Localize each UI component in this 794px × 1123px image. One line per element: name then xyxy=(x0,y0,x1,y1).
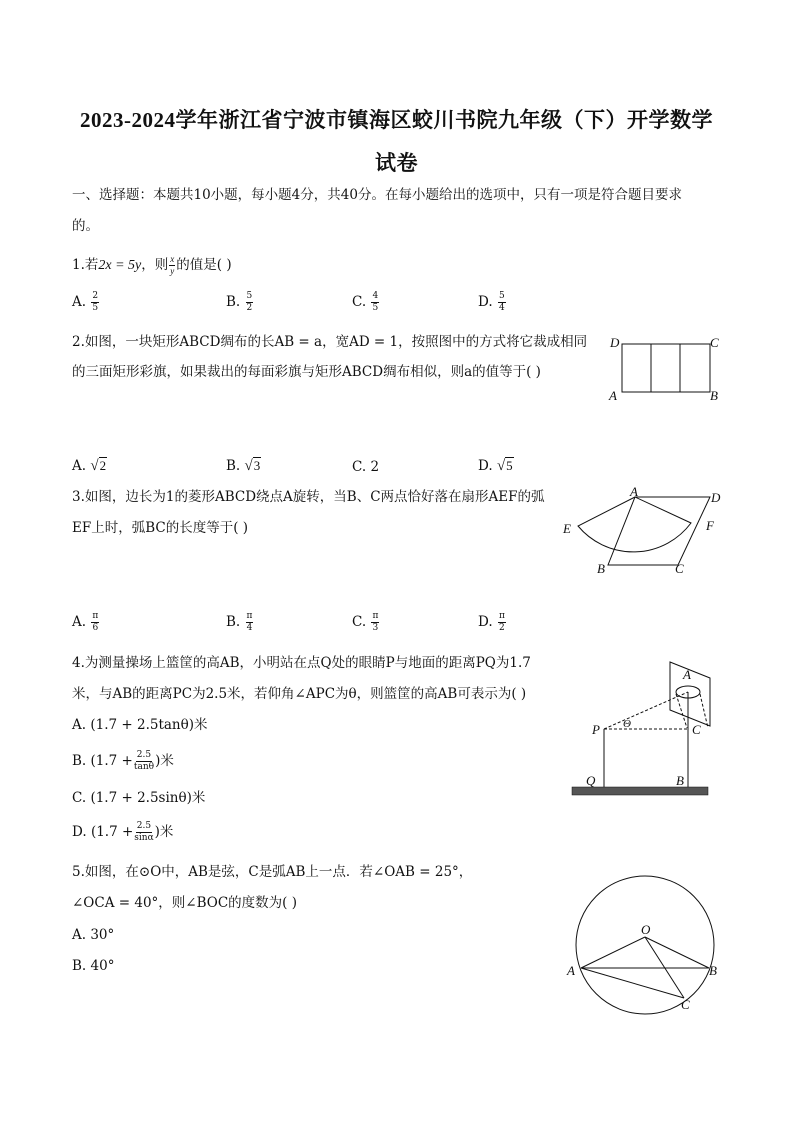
q3-label-a: A xyxy=(630,484,638,499)
q2-d-radicand: 5 xyxy=(506,458,513,473)
q4-option-b-post: )米 xyxy=(155,753,174,769)
q3-label-e: E xyxy=(563,521,571,536)
q4-label-p: P xyxy=(592,722,600,737)
question-4-line2: 米，与AB的距离PC为2.5米，若仰角∠APC为θ，则篮筐的高AB可表示为( ) xyxy=(72,686,527,702)
q3-label-d: D xyxy=(711,490,721,505)
q1-option-c-label: C. xyxy=(352,294,367,310)
q2-option-a-label: A. xyxy=(72,458,87,474)
q2-option-c-value: 2 xyxy=(370,459,380,475)
q3-a-den: 6 xyxy=(92,623,99,633)
q2-option-a[interactable] xyxy=(72,457,107,475)
q1-option-b-frac xyxy=(246,292,254,313)
q3-option-b[interactable] xyxy=(226,612,254,633)
q3-option-a[interactable] xyxy=(72,612,100,633)
question-3-line2: EF上时，弧BC的长度等于( ) xyxy=(72,520,249,536)
page-title-line2: 试卷 xyxy=(375,151,418,175)
q4-label-theta: Θ xyxy=(623,718,631,730)
q2-option-a-sqrt: √2 xyxy=(90,458,107,474)
q1-stem-eq: 2x = 5y xyxy=(98,258,142,273)
q5-label-o: O xyxy=(641,922,651,937)
q5-option-a-value: 30° xyxy=(90,927,115,943)
q3-label-b: B xyxy=(597,561,605,576)
q1-frac-den: y xyxy=(170,266,175,276)
question-1-stem xyxy=(72,255,232,276)
q3-d-den: 2 xyxy=(499,623,505,633)
q3-option-a-frac xyxy=(91,612,99,633)
q2-option-b-sqrt: √3 xyxy=(244,458,261,474)
q5-option-b[interactable] xyxy=(72,958,114,974)
q1-d-num: 5 xyxy=(498,291,505,301)
q1-option-d[interactable] xyxy=(478,292,507,313)
q2-rect-abcd xyxy=(622,344,710,392)
q1-b-num: 5 xyxy=(246,291,253,301)
q1-stem-pre: 1.若 xyxy=(72,257,99,273)
section-heading-line1: 一、选择题：本题共10小题，每小题4分，共40分。在每小题给出的选项中，只有一项是符合题目要求 xyxy=(72,187,682,203)
page-title-line1: 2023-2024学年浙江省宁波市镇海区蛟川书院九年级（下）开学数学 xyxy=(80,108,713,132)
q3-option-c-label: C. xyxy=(352,614,367,630)
q3-c-den: 3 xyxy=(372,623,379,633)
q3-sector-aef xyxy=(578,497,691,552)
q4-option-d-post: )米 xyxy=(154,824,174,840)
q5-radius-oa xyxy=(581,937,645,968)
q2-label-b: B xyxy=(710,388,718,403)
q3-option-b-frac xyxy=(246,612,254,633)
q2-label-d: D xyxy=(610,335,620,350)
q3-d-num: π xyxy=(498,611,505,621)
q2-option-d-label: D. xyxy=(478,458,493,474)
q4-label-b: B xyxy=(676,773,684,788)
q4-figure-basketball xyxy=(570,656,720,801)
q3-b-den: 4 xyxy=(246,623,253,633)
q1-d-den: 4 xyxy=(498,303,505,313)
q1-option-d-frac xyxy=(498,292,506,313)
q1-stem-mid: ，则 xyxy=(141,257,169,273)
q1-option-a-label: A. xyxy=(72,294,87,310)
q5-figure-circle xyxy=(563,875,728,1020)
q2-option-c-label: C. xyxy=(352,459,367,475)
q5-option-a[interactable] xyxy=(72,927,114,943)
q4-option-d[interactable] xyxy=(72,822,173,843)
q3-option-d-label: D. xyxy=(478,614,493,630)
q5-option-b-value: 40° xyxy=(90,958,115,974)
question-4-line1: 4.为测量操场上篮筐的高AB，小明站在点Q处的眼睛P与地面的距离PQ为1.7 xyxy=(72,655,531,671)
q1-option-d-label: D. xyxy=(478,294,493,310)
q3-option-d-frac xyxy=(498,612,506,633)
q5-label-a: A xyxy=(567,963,575,978)
question-2-line2: 的三面矩形彩旗，如果裁出的每面彩旗与矩形ABCD绸布相似，则a的值等于( ) xyxy=(72,364,541,380)
q2-option-d[interactable] xyxy=(478,457,514,475)
q4-option-a[interactable] xyxy=(72,717,208,733)
q1-c-den: 5 xyxy=(372,303,379,313)
question-2-line1: 2.如图，一块矩形ABCD绸布的长AB = a，宽AD = 1，按照图中的方式将它裁成相同 xyxy=(72,334,588,350)
q4-label-q: Q xyxy=(586,773,596,788)
q1-a-num: 2 xyxy=(92,291,99,301)
section-heading-line2: 的。 xyxy=(72,218,99,234)
q3-label-c: C xyxy=(675,561,684,576)
q2-b-radicand: 3 xyxy=(253,458,261,473)
q5-option-b-label: B. xyxy=(72,958,87,974)
q2-label-a: A xyxy=(609,388,617,403)
q3-option-c[interactable] xyxy=(352,612,380,633)
q1-option-c[interactable] xyxy=(352,292,380,313)
question-5-line2: ∠OCA = 40°，则∠BOC的度数为( ) xyxy=(72,895,297,911)
q5-label-b: B xyxy=(709,963,717,978)
q3-rhombus-abcd xyxy=(608,497,710,565)
q1-stem-post: 的值是( ) xyxy=(176,257,232,273)
q1-frac-num: x xyxy=(170,254,175,264)
q1-option-b-label: B. xyxy=(226,294,241,310)
q4-label-c: C xyxy=(692,722,701,737)
q4-option-b-label: B. xyxy=(72,753,87,769)
q2-option-c[interactable] xyxy=(352,459,379,475)
q2-option-b[interactable] xyxy=(226,457,261,475)
q4-option-b[interactable] xyxy=(72,751,174,772)
q1-b-den: 2 xyxy=(246,303,253,313)
q3-label-f: F xyxy=(706,518,714,533)
q4-option-c-expr: (1.7 + 2.5sinθ)米 xyxy=(90,790,206,806)
q1-c-num: 4 xyxy=(372,291,379,301)
q4-option-c[interactable] xyxy=(72,790,205,806)
q2-option-d-sqrt: √5 xyxy=(496,458,513,474)
q1-option-b[interactable] xyxy=(226,292,254,313)
q1-option-a[interactable] xyxy=(72,292,100,313)
q4-option-d-label: D. xyxy=(72,824,87,840)
q1-option-a-frac xyxy=(91,292,99,313)
q4-option-b-pre: (1.7 + xyxy=(90,753,133,769)
q3-b-num: π xyxy=(246,611,253,621)
q2-a-radicand: 2 xyxy=(99,458,107,473)
q4-d-den: sinα xyxy=(134,833,154,843)
q4-option-a-expr: (1.7 + 2.5tanθ)米 xyxy=(90,717,208,733)
q4-option-a-label: A. xyxy=(72,717,87,733)
q4-option-d-pre: (1.7 + xyxy=(90,824,134,840)
q1-option-c-frac xyxy=(371,292,379,313)
q2-option-b-label: B. xyxy=(226,458,241,474)
q3-c-num: π xyxy=(372,611,379,621)
q5-label-c: C xyxy=(681,997,690,1012)
q3-option-c-frac xyxy=(371,612,379,633)
q4-b-num: 2.5 xyxy=(136,750,152,760)
q4-ground xyxy=(572,787,708,795)
q4-d-num: 2.5 xyxy=(136,821,152,831)
q5-circle-o xyxy=(576,876,714,1014)
q5-option-a-label: A. xyxy=(72,927,87,943)
q3-option-b-label: B. xyxy=(226,614,241,630)
q3-figure-rhombus-sector xyxy=(560,486,730,581)
question-3-line1: 3.如图，边长为1的菱形ABCD绕点A旋转，当B、C两点恰好落在扇形AEF的弧 xyxy=(72,489,545,505)
q4-label-a: A xyxy=(683,667,691,682)
q4-option-d-frac xyxy=(134,822,153,843)
q1-stem-fraction xyxy=(169,255,175,276)
q3-option-d[interactable] xyxy=(478,612,507,633)
q2-label-c: C xyxy=(710,335,719,350)
q4-option-b-frac xyxy=(134,751,154,772)
question-5-line1: 5.如图，在⊙O中，AB是弦，C是弧AB上一点．若∠OAB = 25°， xyxy=(72,864,473,880)
q1-a-den: 5 xyxy=(92,303,99,313)
q2-figure-rectangle xyxy=(606,333,726,408)
q4-b-den: tanθ xyxy=(133,762,155,772)
q3-option-a-label: A. xyxy=(72,614,87,630)
q4-option-c-label: C. xyxy=(72,790,87,806)
q3-a-num: π xyxy=(92,611,99,621)
